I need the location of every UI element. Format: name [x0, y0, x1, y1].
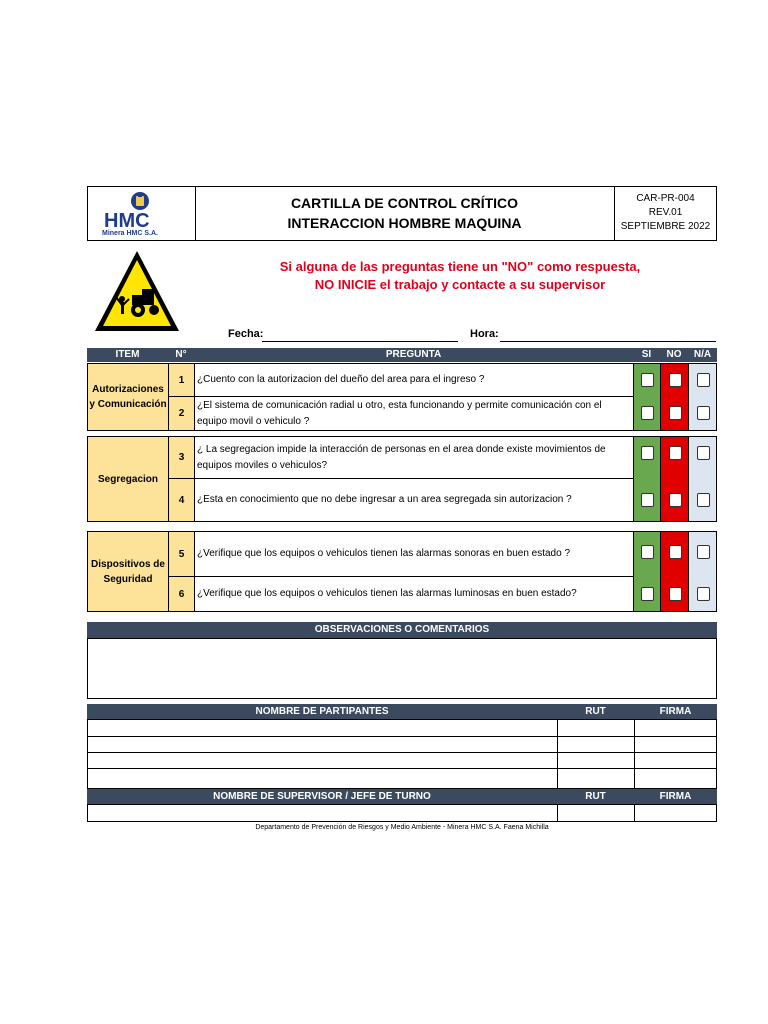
- checkbox-no-6[interactable]: [669, 587, 682, 601]
- checkbox-si-1[interactable]: [641, 373, 654, 387]
- header-no: NO: [666, 349, 682, 360]
- checkbox-no-4[interactable]: [669, 493, 682, 507]
- hmc-logo-icon: [129, 191, 151, 211]
- warning-line-1: Si alguna de las preguntas tiene un "NO" como respuesta,: [279, 259, 641, 274]
- document-code-block: [615, 187, 716, 240]
- participants-firma-header: FIRMA: [659, 706, 692, 717]
- question-5: ¿Verifique que los equipos o vehiculos tienen las alarmas sonoras en buen estado ?: [194, 531, 634, 577]
- observations-header: OBSERVACIONES O COMENTARIOS: [87, 622, 717, 638]
- header-num: N°: [175, 349, 187, 360]
- question-1: ¿Cuento con la autorizacion del dueño del area para el ingreso ?: [194, 363, 634, 397]
- title-line-2: INTERACCION HOMBRE MAQUINA: [287, 215, 522, 231]
- checkbox-si-6[interactable]: [641, 587, 654, 601]
- document-header: [87, 186, 717, 241]
- question-4: ¿Esta en conocimiento que no debe ingresar a un area segregada sin autorizacion ?: [194, 478, 634, 522]
- document-revision: REV.01: [648, 207, 683, 218]
- company-logo: [88, 187, 196, 240]
- header-item: ITEM: [115, 349, 140, 360]
- checkbox-na-6[interactable]: [697, 587, 710, 601]
- row-num-6: 6: [168, 576, 195, 612]
- group-item-segregation: Segregacion: [87, 436, 169, 522]
- participants-rut-header: RUT: [585, 706, 606, 717]
- checkbox-si-2[interactable]: [641, 406, 654, 420]
- question-3: ¿ La segregacion impide la interacción de personas en el area donde existe movimientos de equipos moviles o vehiculos?: [194, 436, 634, 479]
- checkbox-si-4[interactable]: [641, 493, 654, 507]
- checkbox-na-1[interactable]: [697, 373, 710, 387]
- hora-line[interactable]: [500, 341, 716, 342]
- question-6: ¿Verifique que los equipos o vehiculos tienen las alarmas luminosas en buen estado?: [194, 576, 634, 612]
- document-date: SEPTIEMBRE 2022: [620, 221, 711, 232]
- logo-text: HMC: [104, 210, 150, 232]
- checkbox-no-3[interactable]: [669, 446, 682, 460]
- supervisor-row[interactable]: [87, 804, 717, 822]
- checkbox-na-5[interactable]: [697, 545, 710, 559]
- checkbox-si-5[interactable]: [641, 545, 654, 559]
- fecha-label: Fecha:: [228, 328, 264, 340]
- header-na: N/A: [693, 349, 712, 360]
- warning-line-2: NO INICIE el trabajo y contacte a su supervisor: [314, 277, 606, 292]
- supervisor-firma-header: FIRMA: [659, 791, 692, 802]
- row-num-4: 4: [168, 478, 195, 522]
- participants-rows: [87, 719, 717, 789]
- participants-header: [87, 704, 717, 719]
- document-title: [195, 187, 615, 240]
- document-code: CAR-PR-004: [636, 193, 695, 204]
- group-item-authorizations: Autorizaciones y Comunicación: [87, 363, 169, 431]
- group-item-safety-devices: Dispositivos de Seguridad: [87, 531, 169, 612]
- question-2: ¿El sistema de comunicación radial u otro, esta funcionando y permite comunicación con el equipo movil o vehiculo ?: [194, 396, 634, 431]
- participants-name-header: NOMBRE DE PARTIPANTES: [255, 706, 389, 717]
- supervisor-rut-header: RUT: [585, 791, 606, 802]
- row-num-3: 3: [168, 436, 195, 479]
- checklist-header: [87, 348, 717, 362]
- header-pregunta: PREGUNTA: [385, 349, 442, 360]
- fecha-line[interactable]: [262, 341, 458, 342]
- supervisor-header: [87, 789, 717, 804]
- checkbox-no-5[interactable]: [669, 545, 682, 559]
- title-line-1: CARTILLA DE CONTROL CRÍTICO: [290, 195, 519, 211]
- checkbox-no-1[interactable]: [669, 373, 682, 387]
- observations-textarea[interactable]: [87, 638, 717, 699]
- checkbox-si-3[interactable]: [641, 446, 654, 460]
- checkbox-na-4[interactable]: [697, 493, 710, 507]
- warning-sign-icon: [92, 247, 182, 335]
- row-num-1: 1: [168, 363, 195, 397]
- warning-message: [230, 258, 690, 294]
- checkbox-na-2[interactable]: [697, 406, 710, 420]
- footer-text: Departamento de Prevención de Riesgos y Medio Ambiente - Minera HMC S.A. Faena Michilla: [255, 824, 549, 831]
- checkbox-na-3[interactable]: [697, 446, 710, 460]
- hora-label: Hora:: [470, 328, 499, 340]
- logo-subtitle: Minera HMC S.A.: [102, 230, 159, 237]
- header-si: SI: [641, 349, 652, 360]
- checkbox-no-2[interactable]: [669, 406, 682, 420]
- row-num-5: 5: [168, 531, 195, 577]
- supervisor-name-header: NOMBRE DE SUPERVISOR / JEFE DE TURNO: [213, 791, 431, 802]
- row-num-2: 2: [168, 396, 195, 431]
